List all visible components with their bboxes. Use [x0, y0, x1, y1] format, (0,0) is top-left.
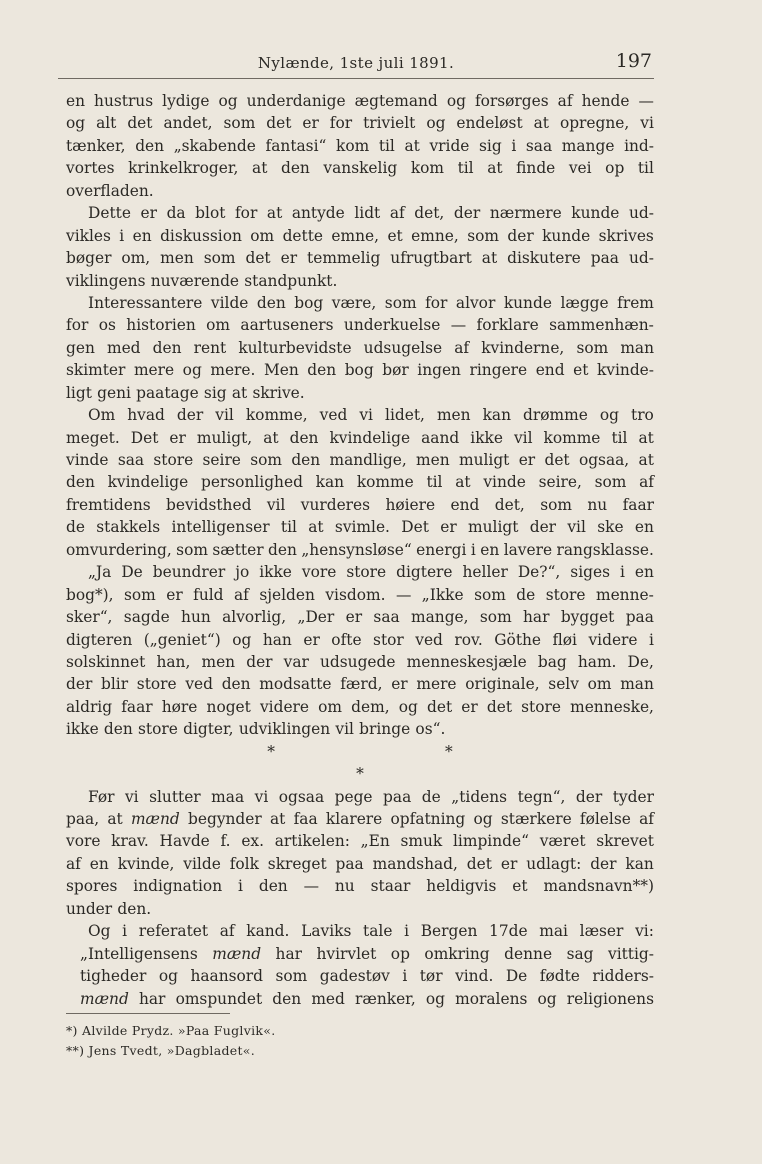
text-line: vore krav. Havde f. ex. artikelen: „En smuk limpinde“ været skrevet: [66, 832, 654, 851]
text-line: ikke den store digter, udviklingen vil bringe os“.: [66, 720, 446, 739]
text-line: Og i referatet af kand. Laviks tale i Bergen 17de mai læser vi:: [88, 922, 654, 941]
text-line: en hustrus lydige og underdanige ægtemand og forsørges af hende —: [66, 92, 654, 110]
text-line: paa, at mænd begynder at faa klarere opfatning og stærkere følelse af: [66, 810, 654, 828]
page-header: [58, 50, 654, 79]
text-line: Før vi slutter maa vi ogsaa pege paa de „tidens tegn“, der tyder: [88, 787, 654, 806]
footnote-rule: [66, 1013, 230, 1014]
text-line: *: [356, 765, 364, 784]
text-line: overfladen.: [66, 181, 154, 200]
text-line: der blir store ved den modsatte færd, er mere originale, selv om man: [66, 675, 654, 694]
text-line: fremtidens bevidsthed vil vurderes høiere end det, som nu faar: [66, 495, 654, 514]
text-line: „Intelligensens mænd har hvirvlet op omkring denne sag vittig-: [80, 944, 654, 963]
text-line: de stakkels intelligenser til at svimle. Det er muligt der vil ske en: [66, 518, 654, 537]
text-line: Interessantere vilde den bog være, som for alvor kunde lægge frem: [88, 293, 654, 312]
footnotes: [66, 1021, 466, 1061]
body-text: [66, 90, 654, 1010]
text-line: bog*), som er fuld af sjelden visdom. — „Ikke som de store menne-: [66, 585, 654, 604]
text-line: mænd har omspundet den med rænker, og moralens og religionens: [80, 989, 654, 1008]
text-line: gen med den rent kulturbevidste udsugelse af kvinderne, som man: [66, 338, 654, 357]
text-line: digteren („geniet“) og han er ofte stor ved rov. Göthe fløi videre i: [66, 630, 654, 649]
text-line: af en kvinde, vilde folk skreget paa mandshad, det er udlagt: der kan: [66, 854, 654, 873]
running-title: Nylænde, 1ste juli 1891.: [257, 54, 455, 72]
text-line: den kvindelige personlighed kan komme til at vinde seire, som af: [66, 473, 654, 492]
text-line: for os historien om aartuseners underkuelse — forklare sammenhæn-: [66, 316, 654, 335]
text-line: vikles i en diskussion om dette emne, et emne, som der kunde skrives: [66, 226, 654, 245]
text-line: * *: [267, 742, 453, 761]
page-number: 197: [615, 50, 652, 72]
text-line: meget. Det er muligt, at den kvindelige aand ikke vil komme til at: [66, 428, 654, 447]
text-line: sker“, sagde hun alvorlig, „Der er saa mange, som har bygget paa: [66, 608, 654, 627]
text-line: vinde saa store seire som den mandlige, men muligt er det ogsaa, at: [66, 451, 654, 469]
text-line: tigheder og haansord som gadestøv i tør vind. De fødte ridders-: [80, 967, 654, 986]
text-line: tænker, den „skabende fantasi“ kom til at vride sig i saa mange ind-: [66, 136, 654, 155]
text-line: under den.: [66, 899, 152, 918]
text-line: aldrig faar høre noget videre om dem, og det er det store menneske,: [66, 697, 654, 716]
text-line: Om hvad der vil komme, ved vi lidet, men kan drømme og tro: [88, 406, 654, 425]
footnote: **) Jens Tvedt, »Dagbladet«.: [66, 1043, 255, 1058]
text-line: vortes krinkelkroger, at den vanskelig kom til at finde vei op til: [66, 159, 654, 178]
text-line: viklingens nuværende standpunkt.: [66, 271, 338, 290]
footnote: *) Alvilde Prydz. »Paa Fuglvik«.: [66, 1023, 276, 1038]
text-line: solskinnet han, men der var udsugede menneskesjæle bag ham. De,: [66, 652, 654, 671]
text-line: Dette er da blot for at antyde lidt af det, der nærmere kunde ud-: [88, 204, 654, 223]
text-line: ligt geni paatage sig at skrive.: [66, 383, 305, 402]
text-line: omvurdering, som sætter den „hensynsløse“ energi i en lavere rangsklasse.: [66, 540, 654, 559]
text-line: og alt det andet, som det er for trivielt og endeløst at opregne, vi: [66, 114, 654, 133]
text-line: bøger om, men som det er temmelig ufrugtbart at diskutere paa ud-: [66, 249, 654, 268]
text-line: „Ja De beundrer jo ikke vore store digtere heller De?“, siges i en: [88, 563, 654, 582]
text-line: skimter mere og mere. Men den bog bør ingen ringere end et kvinde-: [66, 361, 654, 380]
text-line: spores indignation i den — nu staar heldigvis et mandsnavn**): [66, 877, 654, 896]
